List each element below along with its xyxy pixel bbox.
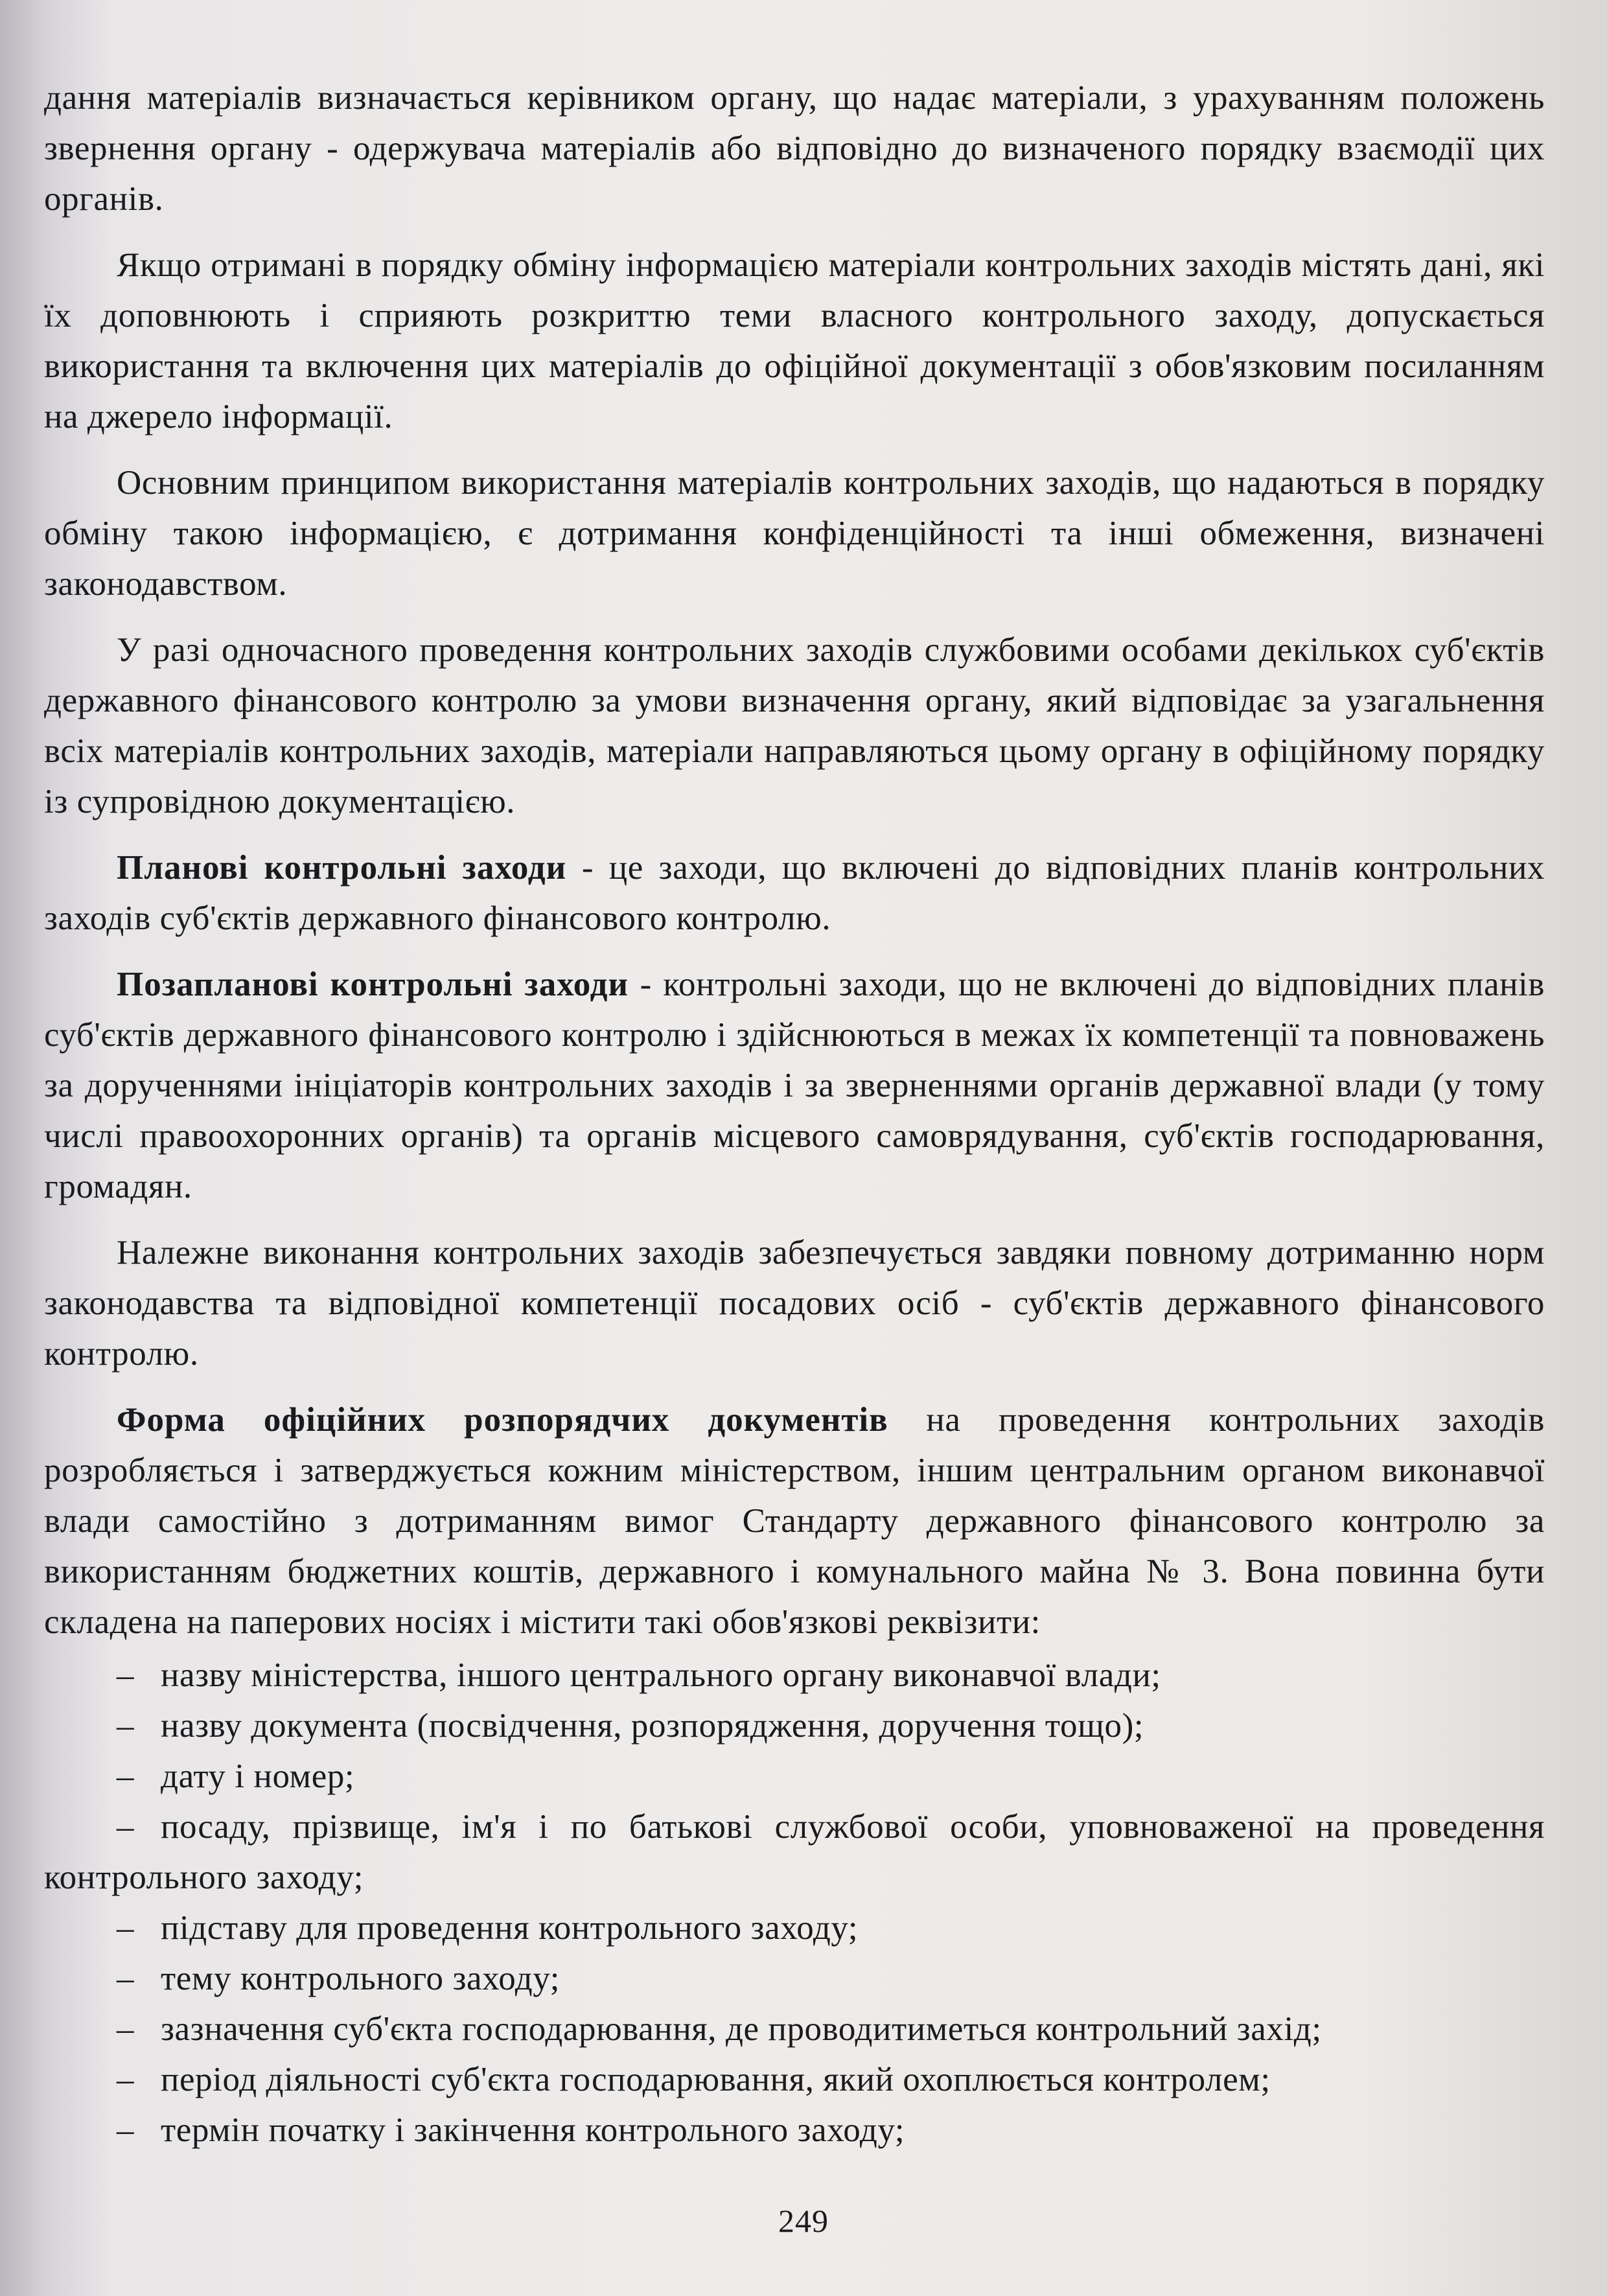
requisites-list [44,1650,1545,2155]
list-dash: – [117,1808,135,1846]
list-item [44,2004,1545,2054]
paragraph-planned-measures [44,842,1545,944]
list-dash: – [117,1707,135,1745]
list-item [44,1650,1545,1700]
list-item [44,1751,1545,1802]
paragraph-unplanned-measures [44,959,1545,1212]
list-item [44,1903,1545,1953]
list-dash: – [117,2061,135,2098]
paragraph-text: на проведення контрольних заходів розробляється і затверджується кожним міністерством, іншим центральним органом виконавчої влади самостійно з дотриманням вимог Стандарту державного фінансового контролю за використанням бюджетних коштів, державного і комунального майна № 3. Вона повинна бути складена на паперових носіях і містити такі обов'язкові реквізити: [44,1401,1545,1641]
list-item [44,1802,1545,1903]
term-planned-measures: Планові контрольні заходи [117,849,567,887]
paragraph-text: Якщо отримані в порядку обміну інформацією матеріали контрольних заходів містять дані, які їх доповнюють і сприяють розкриттю теми власного контрольного заходу, допускається використання та включення цих матеріалів до офіційної документації з обов'язковим посиланням на джерело інформації. [44,246,1545,435]
paragraph-continuation [44,73,1545,224]
list-dash: – [117,1960,135,1997]
list-dash: – [117,1656,135,1694]
paragraph-text: дання матеріалів визначається керівником органу, що надає матеріали, з урахуванням положень звернення органу - одержувача матеріалів або відповідно до визначеного порядку взаємодії цих органів. [44,79,1545,218]
paragraph-text: Основним принципом використання матеріалів контрольних заходів, що надаються в порядку обміну такою інформацією, є дотримання конфіденційності та інші обмеження, визначені законодавством. [44,464,1545,603]
paragraph-text: У разі одночасного проведення контрольних заходів службовими особами декількох суб'єктів державного фінансового контролю за умови визначення органу, який відповідає за узагальнення всіх матеріалів контрольних заходів, матеріали направляються цьому органу в офіційному порядку із супровідною документацією. [44,631,1545,820]
list-dash: – [117,2111,135,2149]
paragraph-document-form [44,1395,1545,1647]
paragraph-text: - це заходи, що включені до відповідних планів контрольних заходів суб'єктів державного фінансового контролю. [44,849,1545,937]
list-item [44,1953,1545,2004]
list-item-text: зазначення суб'єкта господарювання, де проводитиметься контрольний захід; [161,2010,1322,2048]
paragraph-main-principle [44,458,1545,609]
list-item-text: дату і номер; [161,1757,355,1795]
list-item-text: термін початку і закінчення контрольного заходу; [161,2111,905,2149]
term-unplanned-measures: Позапланові контрольні заходи [117,966,629,1003]
page-content [44,73,1545,2155]
list-item-text: тему контрольного заходу; [161,1960,561,1997]
paragraph-text: Належне виконання контрольних заходів забезпечується завдяки повному дотриманню норм законодавства та відповідної компетенції посадових осіб - суб'єктів державного фінансового контролю. [44,1234,1545,1373]
page-number: 249 [778,2203,829,2239]
paragraph-information-exchange [44,240,1545,442]
list-item-text: назву документа (посвідчення, розпорядження, доручення тощо); [161,1707,1144,1745]
term-document-form: Форма офіційних розпорядчих документів [117,1401,888,1439]
list-item [44,1700,1545,1751]
paragraph-proper-execution [44,1227,1545,1379]
list-item-text: назву міністерства, іншого центрального органу виконавчої влади; [161,1656,1161,1694]
list-dash: – [117,2010,135,2048]
list-item [44,2054,1545,2105]
list-dash: – [117,1909,135,1947]
list-item-text: підставу для проведення контрольного заходу; [161,1909,859,1947]
list-item-text: період діяльності суб'єкта господарювання, який охоплюється контролем; [161,2061,1271,2098]
paragraph-text: - контрольні заходи, що не включені до відповідних планів суб'єктів державного фінансового контролю і здійснюються в межах їх компетенції та повноважень за дорученнями ініціаторів контрольних заходів і за зверненнями органів державної влади (у тому числі правоохоронних органів) та органів місцевого самоврядування, суб'єктів господарювання, громадян. [44,966,1545,1205]
list-item [44,2105,1545,2155]
list-dash: – [117,1757,135,1795]
paragraph-simultaneous-control [44,625,1545,827]
list-item-text: посаду, прізвище, ім'я і по батькові службової особи, уповноваженої на проведення контрольного заходу; [44,1808,1545,1896]
